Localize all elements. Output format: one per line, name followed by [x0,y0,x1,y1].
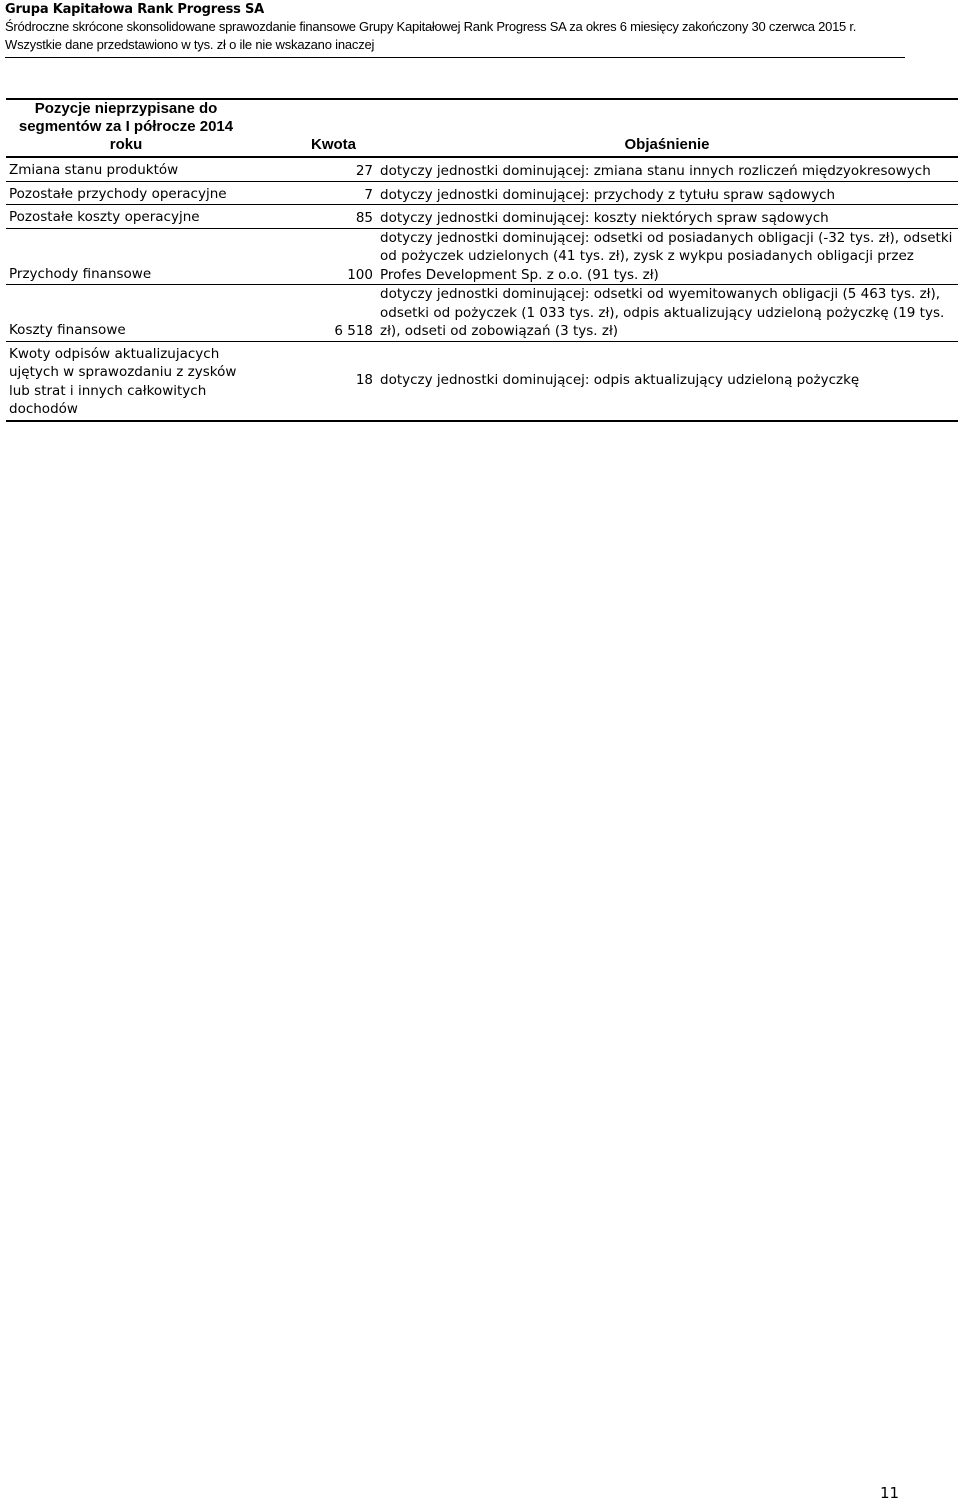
table-row [6,157,958,181]
table-row [6,341,958,421]
table-header-row [6,99,958,157]
position-cell: Przychody finansowe [9,265,152,282]
explanation-cell: dotyczy jednostki dominującej: odsetki od wyemitowanych obligacji (5 463 tys. zł), odsetki od pożyczek (1 033 tys. zł), odpis aktualizujący udzieloną pożyczkę (19 tys. zł), odseti od zobowiązań (3 tys. zł) [380,286,945,339]
report-subtitle: Śródroczne skrócone skonsolidowane sprawozdanie finansowe Grupy Kapitałowej Rank Progress SA za okres 6 miesięcy zakończony 30 czerwca 2015 r. [5,19,857,34]
table-row [6,181,958,205]
company-name: Grupa Kapitałowa Rank Progress SA [5,2,265,17]
amount-cell: 100 [347,266,373,283]
position-cell: Pozostałe koszty operacyjne [9,209,200,225]
position-cell: Kwoty odpisów aktualizujacych ujętych w sprawozdaniu z zysków lub strat i innych całkowitych dochodów [9,345,237,417]
table-row [6,205,958,229]
column-header-position: Pozycje nieprzypisane do segmentów za I półrocze 2014 roku [18,100,234,153]
explanation-cell: dotyczy jednostki dominującej: zmiana stanu innych rozliczeń międzyokresowych [380,163,931,179]
currency-note: Wszystkie dane przedstawiono w tys. zł o ile nie wskazano inaczej [5,37,375,52]
unallocated-items-table [6,98,958,422]
page-header [5,0,905,54]
column-header-amount: Kwota [311,136,356,153]
explanation-cell: dotyczy jednostki dominującej: odpis aktualizujący udzieloną pożyczkę [380,372,860,389]
explanation-cell: dotyczy jednostki dominującej: koszty niektórych spraw sądowych [380,210,829,226]
amount-cell: 6 518 [334,323,373,339]
position-cell: Pozostałe przychody operacyjne [9,185,227,202]
table-row [6,228,958,285]
page-number: 11 [880,1484,900,1502]
table-row [6,285,958,342]
header-rule [5,57,905,58]
column-header-explanation: Objaśnienie [624,136,710,153]
amount-cell: 27 [355,163,373,179]
explanation-cell: dotyczy jednostki dominującej: przychody z tytułu spraw sądowych [380,186,836,203]
explanation-cell: dotyczy jednostki dominującej: odsetki od posiadanych obligacji (-32 tys. zł), odsetki od pożyczek udzielonych (41 tys. zł), zysk z wykpu posiadanych obligacji przez Profes Development Sp. z o.o. (91 tys. zł) [380,229,953,283]
amount-cell: 85 [355,210,373,226]
position-cell: Koszty finansowe [9,322,126,338]
amount-cell: 18 [355,372,373,389]
amount-cell: 7 [364,186,373,203]
position-cell: Zmiana stanu produktów [9,162,179,178]
